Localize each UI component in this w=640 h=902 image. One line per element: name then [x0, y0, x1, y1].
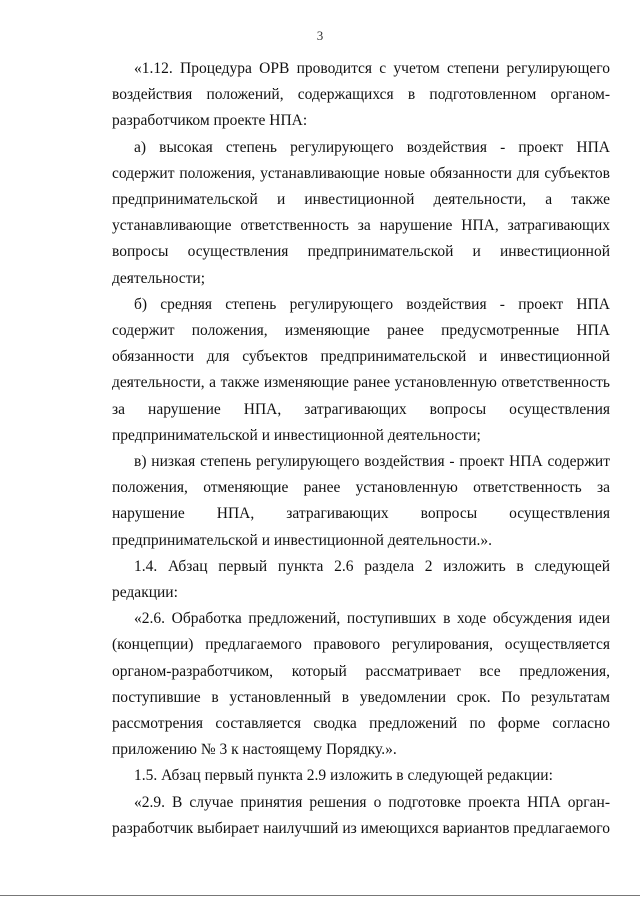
paragraph-low-degree: в) низкая степень регулирующего воздействия - проект НПА содержит положения, отменяющие ранее установленную ответственность за нарушение НПА, затрагивающих вопросы осуществления предпринимательской и инвестиционной деятельности.».: [112, 453, 610, 549]
paragraph-high-degree: а) высокая степень регулирующего воздействия - проект НПА содержит положения, устанавливающие новые обязанности для субъектов предпринимательской и инвестиционной деятельности, а также устанавливающие ответственность за нарушение НПА, затрагивающих вопросы осуществления предпринимательской и инвестиционной деятельности;: [112, 138, 610, 287]
paragraph-2-9: «2.9. В случае принятия решения о подготовке проекта НПА орган-разработчик выбирает наилучший из имеющихся вариантов предлагаемого: [112, 793, 610, 837]
paragraph-1-4: 1.4. Абзац первый пункта 2.6 раздела 2 изложить в следующей редакции:: [112, 557, 610, 602]
paragraph-1-12: «1.12. Процедура ОРВ проводится с учетом степени регулирующего воздействия положений, содержащихся в подготовленном органом-разработчиком проекте НПА:: [112, 60, 610, 130]
footer-divider: [0, 895, 640, 896]
paragraph-1-5: 1.5. Абзац первый пункта 2.9 изложить в следующей редакции:: [134, 767, 553, 785]
paragraph-2-6: «2.6. Обработка предложений, поступивших в ходе обсуждения идеи (концепции) предлагаемого правового регулирования, осуществляется органом-разработчиком, который рассматривает все предложения, поступившие в установленный в уведомлении срок. По результатам рассмотрения составляется сводка предложений по форме согласно приложению № 3 к настоящему Порядку.».: [112, 610, 610, 759]
document-body: [112, 56, 610, 842]
page-number: 3: [316, 28, 324, 43]
paragraph-medium-degree: б) средняя степень регулирующего воздействия - проект НПА содержит положения, изменяющие ранее предусмотренные НПА обязанности для субъектов предпринимательской и инвестиционной деятельности, а также изменяющие ранее установленную ответственность за нарушение НПА, затрагивающих вопросы осуществления предпринимательской и инвестиционной деятельности;: [112, 295, 610, 444]
